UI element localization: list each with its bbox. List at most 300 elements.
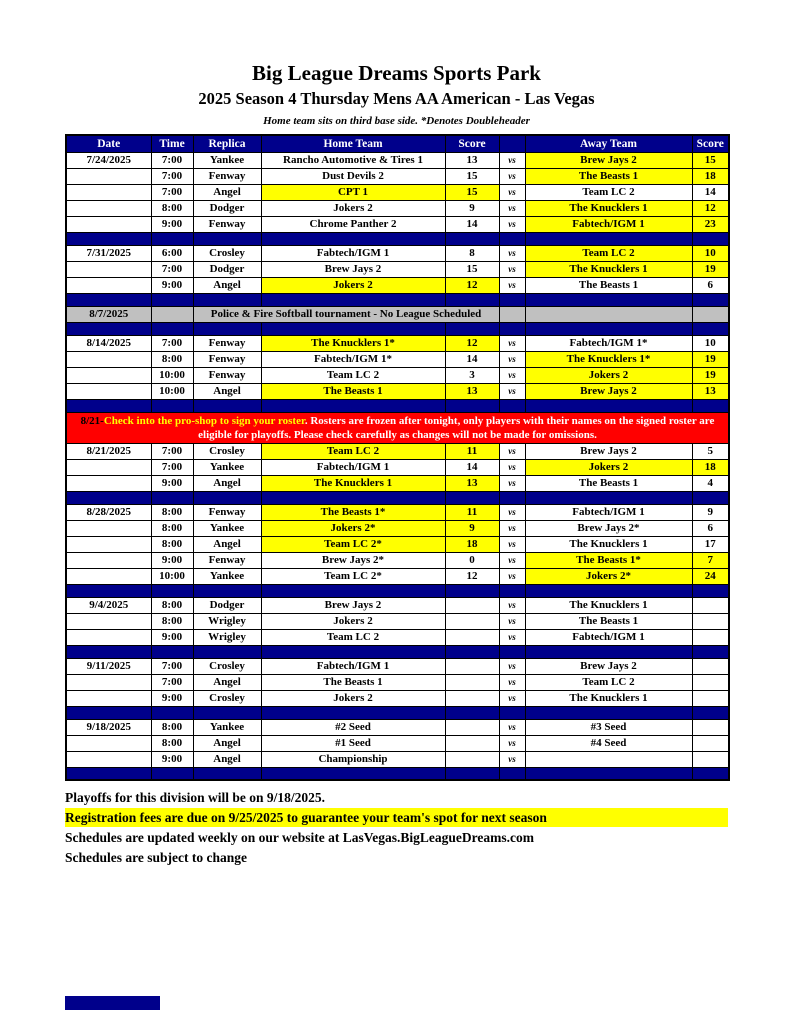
registration-note: Registration fees are due on 9/25/2025 to guarantee your team's spot for next season <box>65 808 728 827</box>
page-subtitle: 2025 Season 4 Thursday Mens AA American - Las Vegas <box>198 89 595 108</box>
header-row <box>66 135 729 152</box>
separator-cell <box>261 293 445 306</box>
time-cell: 10:00 <box>151 383 193 399</box>
away-score-cell: 4 <box>692 475 729 491</box>
away-score-cell: 6 <box>692 520 729 536</box>
separator-cell <box>261 767 445 780</box>
table-row <box>66 690 729 706</box>
date-cell <box>66 629 151 645</box>
separator-cell <box>525 232 692 245</box>
column-header: Home Team <box>261 135 445 152</box>
home-team-note: Home team sits on third base side. *Denotes Doubleheader <box>263 115 530 127</box>
home-score-cell: 12 <box>445 335 499 351</box>
time-cell: 8:00 <box>151 719 193 735</box>
away-team-cell: Brew Jays 2* <box>525 520 692 536</box>
away-score-cell <box>692 719 729 735</box>
away-score-cell: 14 <box>692 184 729 200</box>
separator-cell <box>193 491 261 504</box>
away-score-cell <box>692 306 729 322</box>
table-row <box>66 383 729 399</box>
replica-cell: Fenway <box>193 367 261 383</box>
separator-cell <box>445 706 499 719</box>
vs-cell: vs <box>499 504 525 520</box>
vs-cell: vs <box>499 536 525 552</box>
separator-cell <box>692 399 729 412</box>
home-score-cell: 15 <box>445 168 499 184</box>
time-cell: 10:00 <box>151 568 193 584</box>
date-cell <box>66 261 151 277</box>
vs-cell: vs <box>499 216 525 232</box>
home-team-cell: Team LC 2* <box>261 568 445 584</box>
date-cell <box>66 216 151 232</box>
time-cell: 8:00 <box>151 597 193 613</box>
table-row <box>66 674 729 690</box>
time-cell: 7:00 <box>151 459 193 475</box>
separator-cell <box>525 491 692 504</box>
bottom-page-bar <box>65 996 160 1010</box>
replica-cell: Crosley <box>193 658 261 674</box>
table-row <box>66 613 729 629</box>
separator-cell <box>66 399 151 412</box>
replica-cell: Fenway <box>193 335 261 351</box>
replica-cell: Fenway <box>193 552 261 568</box>
date-cell <box>66 367 151 383</box>
away-score-cell <box>692 735 729 751</box>
home-score-cell <box>445 690 499 706</box>
time-cell: 7:00 <box>151 658 193 674</box>
time-cell: 9:00 <box>151 690 193 706</box>
replica-cell: Angel <box>193 184 261 200</box>
separator-cell <box>261 706 445 719</box>
separator-cell <box>692 322 729 335</box>
home-team-cell: Team LC 2 <box>261 629 445 645</box>
table-row <box>66 200 729 216</box>
away-team-cell: The Knucklers 1* <box>525 351 692 367</box>
date-cell <box>66 690 151 706</box>
replica-cell: Angel <box>193 735 261 751</box>
away-score-cell <box>692 597 729 613</box>
separator-cell <box>66 491 151 504</box>
away-team-cell: #4 Seed <box>525 735 692 751</box>
home-team-cell: Jokers 2 <box>261 690 445 706</box>
home-score-cell: 12 <box>445 277 499 293</box>
separator-cell <box>193 232 261 245</box>
separator-cell <box>66 645 151 658</box>
time-cell: 9:00 <box>151 216 193 232</box>
vs-cell: vs <box>499 367 525 383</box>
home-score-cell: 13 <box>445 475 499 491</box>
vs-cell: vs <box>499 277 525 293</box>
time-cell: 7:00 <box>151 674 193 690</box>
separator-cell <box>66 767 151 780</box>
vs-cell: vs <box>499 351 525 367</box>
away-score-cell: 19 <box>692 351 729 367</box>
home-score-cell: 9 <box>445 520 499 536</box>
away-team-cell: The Knucklers 1 <box>525 597 692 613</box>
date-cell <box>66 751 151 767</box>
date-cell <box>66 520 151 536</box>
vs-cell: vs <box>499 200 525 216</box>
date-cell <box>66 536 151 552</box>
separator-cell <box>499 399 525 412</box>
home-score-cell: 8 <box>445 245 499 261</box>
time-cell: 8:00 <box>151 200 193 216</box>
time-cell: 7:00 <box>151 335 193 351</box>
vs-cell: vs <box>499 245 525 261</box>
away-team-cell: The Beasts 1* <box>525 552 692 568</box>
column-header: Score <box>445 135 499 152</box>
separator-cell <box>261 399 445 412</box>
vs-cell: vs <box>499 690 525 706</box>
home-team-cell: The Beasts 1 <box>261 383 445 399</box>
separator-cell <box>692 232 729 245</box>
separator-cell <box>261 491 445 504</box>
table-row <box>66 504 729 520</box>
separator-cell <box>499 322 525 335</box>
vs-cell: vs <box>499 475 525 491</box>
vs-cell: vs <box>499 751 525 767</box>
separator-cell <box>445 399 499 412</box>
separator-row <box>66 645 729 658</box>
away-team-cell: The Knucklers 1 <box>525 536 692 552</box>
replica-cell: Angel <box>193 674 261 690</box>
away-score-cell: 13 <box>692 383 729 399</box>
date-cell: 8/14/2025 <box>66 335 151 351</box>
replica-cell: Dodger <box>193 200 261 216</box>
date-cell <box>66 475 151 491</box>
home-team-cell: Chrome Panther 2 <box>261 216 445 232</box>
column-header <box>499 135 525 152</box>
away-team-cell: The Beasts 1 <box>525 168 692 184</box>
separator-cell <box>525 322 692 335</box>
schedule-table-body <box>66 152 729 780</box>
time-cell: 10:00 <box>151 367 193 383</box>
home-team-cell: Team LC 2* <box>261 536 445 552</box>
separator-cell <box>525 399 692 412</box>
vs-cell: vs <box>499 443 525 459</box>
date-cell <box>66 552 151 568</box>
home-team-cell: Dust Devils 2 <box>261 168 445 184</box>
home-score-cell <box>445 751 499 767</box>
separator-cell <box>193 706 261 719</box>
separator-cell <box>193 293 261 306</box>
separator-cell <box>66 232 151 245</box>
away-team-cell: The Knucklers 1 <box>525 200 692 216</box>
time-cell: 8:00 <box>151 504 193 520</box>
home-score-cell <box>445 613 499 629</box>
date-cell <box>66 459 151 475</box>
banner-highlight-text: Check into the pro-shop to sign your roster <box>103 414 305 427</box>
table-header <box>66 135 729 152</box>
home-team-cell: Brew Jays 2* <box>261 552 445 568</box>
separator-cell <box>261 584 445 597</box>
time-cell: 7:00 <box>151 152 193 168</box>
home-team-cell: Team LC 2 <box>261 367 445 383</box>
home-score-cell <box>445 658 499 674</box>
separator-cell <box>525 293 692 306</box>
replica-cell: Yankee <box>193 459 261 475</box>
date-cell <box>66 351 151 367</box>
roster-banner-cell <box>66 412 729 443</box>
banner-date-prefix: 8/21- <box>80 414 104 427</box>
home-score-cell: 11 <box>445 443 499 459</box>
column-header: Score <box>692 135 729 152</box>
away-team-cell: Jokers 2 <box>525 459 692 475</box>
home-score-cell: 9 <box>445 200 499 216</box>
date-cell <box>66 613 151 629</box>
vs-cell: vs <box>499 184 525 200</box>
home-team-cell: The Beasts 1 <box>261 674 445 690</box>
home-score-cell: 14 <box>445 351 499 367</box>
home-score-cell <box>445 629 499 645</box>
away-team-cell: Jokers 2 <box>525 367 692 383</box>
replica-cell: Crosley <box>193 443 261 459</box>
home-team-cell: The Beasts 1* <box>261 504 445 520</box>
time-cell: 9:00 <box>151 475 193 491</box>
away-team-cell <box>525 306 692 322</box>
table-row <box>66 552 729 568</box>
away-team-cell: Brew Jays 2 <box>525 658 692 674</box>
vs-cell: vs <box>499 152 525 168</box>
away-team-cell: Team LC 2 <box>525 184 692 200</box>
vs-cell: vs <box>499 613 525 629</box>
replica-cell: Dodger <box>193 261 261 277</box>
away-team-cell: The Beasts 1 <box>525 475 692 491</box>
vs-cell: vs <box>499 658 525 674</box>
date-cell: 8/21/2025 <box>66 443 151 459</box>
time-cell: 9:00 <box>151 629 193 645</box>
replica-cell: Fenway <box>193 216 261 232</box>
away-team-cell: The Beasts 1 <box>525 277 692 293</box>
footer <box>65 788 728 867</box>
time-cell: 8:00 <box>151 520 193 536</box>
home-score-cell: 18 <box>445 536 499 552</box>
separator-cell <box>193 399 261 412</box>
separator-row <box>66 322 729 335</box>
replica-cell: Fenway <box>193 504 261 520</box>
time-cell: 8:00 <box>151 613 193 629</box>
separator-cell <box>151 232 193 245</box>
replica-cell: Dodger <box>193 597 261 613</box>
schedule-table <box>65 134 730 781</box>
separator-cell <box>445 293 499 306</box>
time-cell: 8:00 <box>151 351 193 367</box>
vs-cell: vs <box>499 674 525 690</box>
home-team-cell: Jokers 2 <box>261 277 445 293</box>
time-cell: 9:00 <box>151 277 193 293</box>
time-cell: 7:00 <box>151 261 193 277</box>
home-team-cell: Team LC 2 <box>261 443 445 459</box>
away-score-cell: 18 <box>692 168 729 184</box>
away-score-cell <box>692 690 729 706</box>
table-row <box>66 168 729 184</box>
time-cell: 7:00 <box>151 184 193 200</box>
away-score-cell: 24 <box>692 568 729 584</box>
away-team-cell: Brew Jays 2 <box>525 152 692 168</box>
home-team-cell: Fabtech/IGM 1 <box>261 459 445 475</box>
separator-cell <box>525 767 692 780</box>
column-header: Replica <box>193 135 261 152</box>
separator-cell <box>151 293 193 306</box>
vs-cell: vs <box>499 383 525 399</box>
replica-cell: Wrigley <box>193 629 261 645</box>
table-row <box>66 261 729 277</box>
vs-cell: vs <box>499 629 525 645</box>
subject-to-change-note: Schedules are subject to change <box>65 850 247 865</box>
vs-cell: vs <box>499 168 525 184</box>
away-score-cell: 9 <box>692 504 729 520</box>
home-team-cell: #1 Seed <box>261 735 445 751</box>
table-row <box>66 184 729 200</box>
separator-row <box>66 491 729 504</box>
date-cell: 9/4/2025 <box>66 597 151 613</box>
table-row <box>66 459 729 475</box>
table-row <box>66 216 729 232</box>
separator-cell <box>151 491 193 504</box>
date-cell: 8/28/2025 <box>66 504 151 520</box>
separator-cell <box>525 706 692 719</box>
home-team-cell: Fabtech/IGM 1 <box>261 245 445 261</box>
separator-cell <box>499 645 525 658</box>
page-title: Big League Dreams Sports Park <box>252 61 541 85</box>
notice-text-cell: Police & Fire Softball tournament - No League Scheduled <box>193 306 499 322</box>
home-score-cell: 12 <box>445 568 499 584</box>
away-score-cell: 18 <box>692 459 729 475</box>
time-cell: 7:00 <box>151 443 193 459</box>
separator-cell <box>66 322 151 335</box>
banner-rest-text: . Rosters are frozen after tonight, only players with their names on the signed roster are eligible for playoffs. Please check carefully as changes will not be made for omissions. <box>198 414 715 441</box>
table-row <box>66 335 729 351</box>
home-score-cell: 13 <box>445 152 499 168</box>
away-team-cell: Fabtech/IGM 1 <box>525 216 692 232</box>
home-team-cell: The Knucklers 1* <box>261 335 445 351</box>
home-score-cell: 15 <box>445 184 499 200</box>
separator-cell <box>499 491 525 504</box>
away-score-cell: 12 <box>692 200 729 216</box>
time-cell: 9:00 <box>151 552 193 568</box>
time-cell: 8:00 <box>151 536 193 552</box>
separator-cell <box>261 645 445 658</box>
home-team-cell: #2 Seed <box>261 719 445 735</box>
separator-cell <box>499 293 525 306</box>
separator-cell <box>692 584 729 597</box>
table-row <box>66 475 729 491</box>
vs-cell: vs <box>499 261 525 277</box>
away-score-cell: 19 <box>692 367 729 383</box>
replica-cell: Yankee <box>193 719 261 735</box>
date-cell <box>66 277 151 293</box>
home-score-cell <box>445 674 499 690</box>
column-header: Date <box>66 135 151 152</box>
home-team-cell: Fabtech/IGM 1 <box>261 658 445 674</box>
away-team-cell: Fabtech/IGM 1* <box>525 335 692 351</box>
website-note: Schedules are updated weekly on our website at LasVegas.BigLeagueDreams.com <box>65 830 535 845</box>
vs-cell: vs <box>499 520 525 536</box>
away-score-cell: 15 <box>692 152 729 168</box>
table-row <box>66 735 729 751</box>
separator-cell <box>193 584 261 597</box>
separator-row <box>66 293 729 306</box>
replica-cell: Angel <box>193 536 261 552</box>
away-score-cell: 7 <box>692 552 729 568</box>
vs-cell: vs <box>499 719 525 735</box>
separator-cell <box>261 322 445 335</box>
separator-cell <box>193 767 261 780</box>
separator-cell <box>445 491 499 504</box>
separator-cell <box>193 322 261 335</box>
separator-cell <box>692 293 729 306</box>
separator-cell <box>692 645 729 658</box>
separator-cell <box>151 584 193 597</box>
replica-cell: Wrigley <box>193 613 261 629</box>
date-cell <box>66 674 151 690</box>
away-score-cell <box>692 674 729 690</box>
table-row <box>66 629 729 645</box>
separator-cell <box>445 645 499 658</box>
separator-cell <box>151 322 193 335</box>
date-cell: 9/18/2025 <box>66 719 151 735</box>
replica-cell: Yankee <box>193 568 261 584</box>
replica-cell: Angel <box>193 751 261 767</box>
separator-cell <box>499 767 525 780</box>
separator-cell <box>261 232 445 245</box>
away-score-cell: 10 <box>692 335 729 351</box>
time-cell: 6:00 <box>151 245 193 261</box>
separator-cell <box>151 645 193 658</box>
table-row <box>66 443 729 459</box>
home-score-cell: 14 <box>445 216 499 232</box>
separator-cell <box>525 584 692 597</box>
date-cell <box>66 383 151 399</box>
replica-cell: Fenway <box>193 168 261 184</box>
date-cell <box>66 735 151 751</box>
separator-cell <box>525 645 692 658</box>
date-cell <box>66 168 151 184</box>
vs-cell <box>499 306 525 322</box>
table-row <box>66 536 729 552</box>
away-score-cell <box>692 658 729 674</box>
separator-cell <box>445 767 499 780</box>
home-score-cell: 11 <box>445 504 499 520</box>
home-score-cell <box>445 735 499 751</box>
date-cell <box>66 568 151 584</box>
separator-cell <box>445 584 499 597</box>
away-team-cell: Team LC 2 <box>525 245 692 261</box>
date-cell <box>66 184 151 200</box>
home-team-cell: Brew Jays 2 <box>261 597 445 613</box>
separator-cell <box>151 706 193 719</box>
separator-cell <box>66 293 151 306</box>
replica-cell: Fenway <box>193 351 261 367</box>
table-row <box>66 277 729 293</box>
table-row <box>66 520 729 536</box>
separator-cell <box>499 706 525 719</box>
roster-banner-row <box>66 412 729 443</box>
away-team-cell: #3 Seed <box>525 719 692 735</box>
separator-cell <box>151 399 193 412</box>
away-team-cell: Fabtech/IGM 1 <box>525 629 692 645</box>
date-cell <box>66 200 151 216</box>
table-row <box>66 568 729 584</box>
table-row <box>66 245 729 261</box>
away-team-cell: Brew Jays 2 <box>525 443 692 459</box>
replica-cell: Crosley <box>193 690 261 706</box>
table-row <box>66 751 729 767</box>
replica-cell: Angel <box>193 475 261 491</box>
notice-row <box>66 306 729 322</box>
separator-cell <box>445 232 499 245</box>
date-cell: 9/11/2025 <box>66 658 151 674</box>
